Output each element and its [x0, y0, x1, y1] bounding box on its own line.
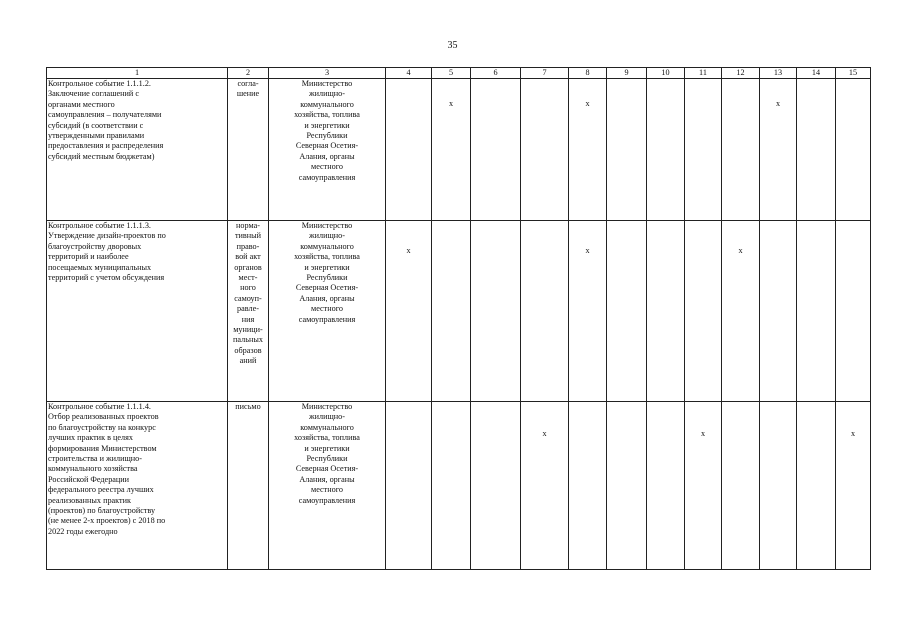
period-cell: [647, 402, 685, 570]
period-cell: [471, 402, 521, 570]
executor-cell: Министерство жилищно- коммунального хозяйства, топлива и энергетики Республики Северная Осетия- Алания, органы местного самоуправления: [269, 79, 386, 221]
period-cell: [607, 402, 647, 570]
period-cell: [471, 221, 521, 402]
event-cell: Контрольное событие 1.1.1.3. Утверждение дизайн-проектов по благоустройству дворовых территорий и наиболее посещаемых муниципальных территорий с учетом обсуждения: [47, 221, 228, 402]
period-cell: [386, 402, 432, 570]
column-header: 5: [432, 68, 471, 79]
column-header: 3: [269, 68, 386, 79]
period-cell: x: [760, 79, 797, 221]
document-cell: согла- шение: [228, 79, 269, 221]
period-cell: [432, 221, 471, 402]
column-header: 8: [569, 68, 607, 79]
event-cell: Контрольное событие 1.1.1.4. Отбор реализованных проектов по благоустройству на конкурс лучших практик в целях формирования Министерством строительства и жилищно- коммунального хозяйства Российской Федерации федерального реестра лучших реализованных практик (проектов) по благоустройству (не менее 2-х проектов) с 2018 по 2022 годы ежегодно: [47, 402, 228, 570]
column-header: 4: [386, 68, 432, 79]
period-cell: [647, 221, 685, 402]
table-row: [47, 221, 871, 402]
period-cell: x: [386, 221, 432, 402]
period-cell: [797, 221, 836, 402]
period-cell: [471, 79, 521, 221]
column-header: 10: [647, 68, 685, 79]
period-cell: [569, 402, 607, 570]
column-header: 11: [685, 68, 722, 79]
column-header: 7: [521, 68, 569, 79]
period-cell: x: [569, 79, 607, 221]
table-row: [47, 79, 871, 221]
column-header: 2: [228, 68, 269, 79]
period-cell: [432, 402, 471, 570]
period-cell: [797, 79, 836, 221]
column-header: 1: [47, 68, 228, 79]
column-header: 6: [471, 68, 521, 79]
period-cell: [836, 221, 871, 402]
column-header: 15: [836, 68, 871, 79]
period-cell: [647, 79, 685, 221]
header-row: [47, 68, 871, 79]
control-events-table: [46, 67, 871, 570]
column-header: 12: [722, 68, 760, 79]
column-header: 13: [760, 68, 797, 79]
period-cell: [760, 402, 797, 570]
period-cell: [797, 402, 836, 570]
period-cell: x: [569, 221, 607, 402]
period-cell: [685, 221, 722, 402]
period-cell: x: [836, 402, 871, 570]
period-cell: [722, 79, 760, 221]
period-cell: [685, 79, 722, 221]
table-row: [47, 402, 871, 570]
period-cell: [836, 79, 871, 221]
period-cell: [722, 402, 760, 570]
document-cell: письмо: [228, 402, 269, 570]
page-number: 35: [447, 40, 458, 51]
period-cell: [386, 79, 432, 221]
period-cell: [521, 221, 569, 402]
column-header: 9: [607, 68, 647, 79]
period-cell: [607, 221, 647, 402]
period-cell: x: [685, 402, 722, 570]
executor-cell: Министерство жилищно- коммунального хозяйства, топлива и энергетики Республики Северная Осетия- Алания, органы местного самоуправления: [269, 402, 386, 570]
event-cell: Контрольное событие 1.1.1.2. Заключение соглашений с органами местного самоуправления – получателями субсидий (в соответствии с утвержденными правилами предоставления и распределения субсидий местным бюджетам): [47, 79, 228, 221]
period-cell: x: [432, 79, 471, 221]
period-cell: [607, 79, 647, 221]
period-cell: x: [722, 221, 760, 402]
period-cell: [760, 221, 797, 402]
period-cell: x: [521, 402, 569, 570]
column-header: 14: [797, 68, 836, 79]
document-cell: норма- тивный право- вой акт органов мест- ного самоуп- равле- ния муници- пальных образов аний: [228, 221, 269, 402]
period-cell: [521, 79, 569, 221]
executor-cell: Министерство жилищно- коммунального хозяйства, топлива и энергетики Республики Северная Осетия- Алания, органы местного самоуправления: [269, 221, 386, 402]
